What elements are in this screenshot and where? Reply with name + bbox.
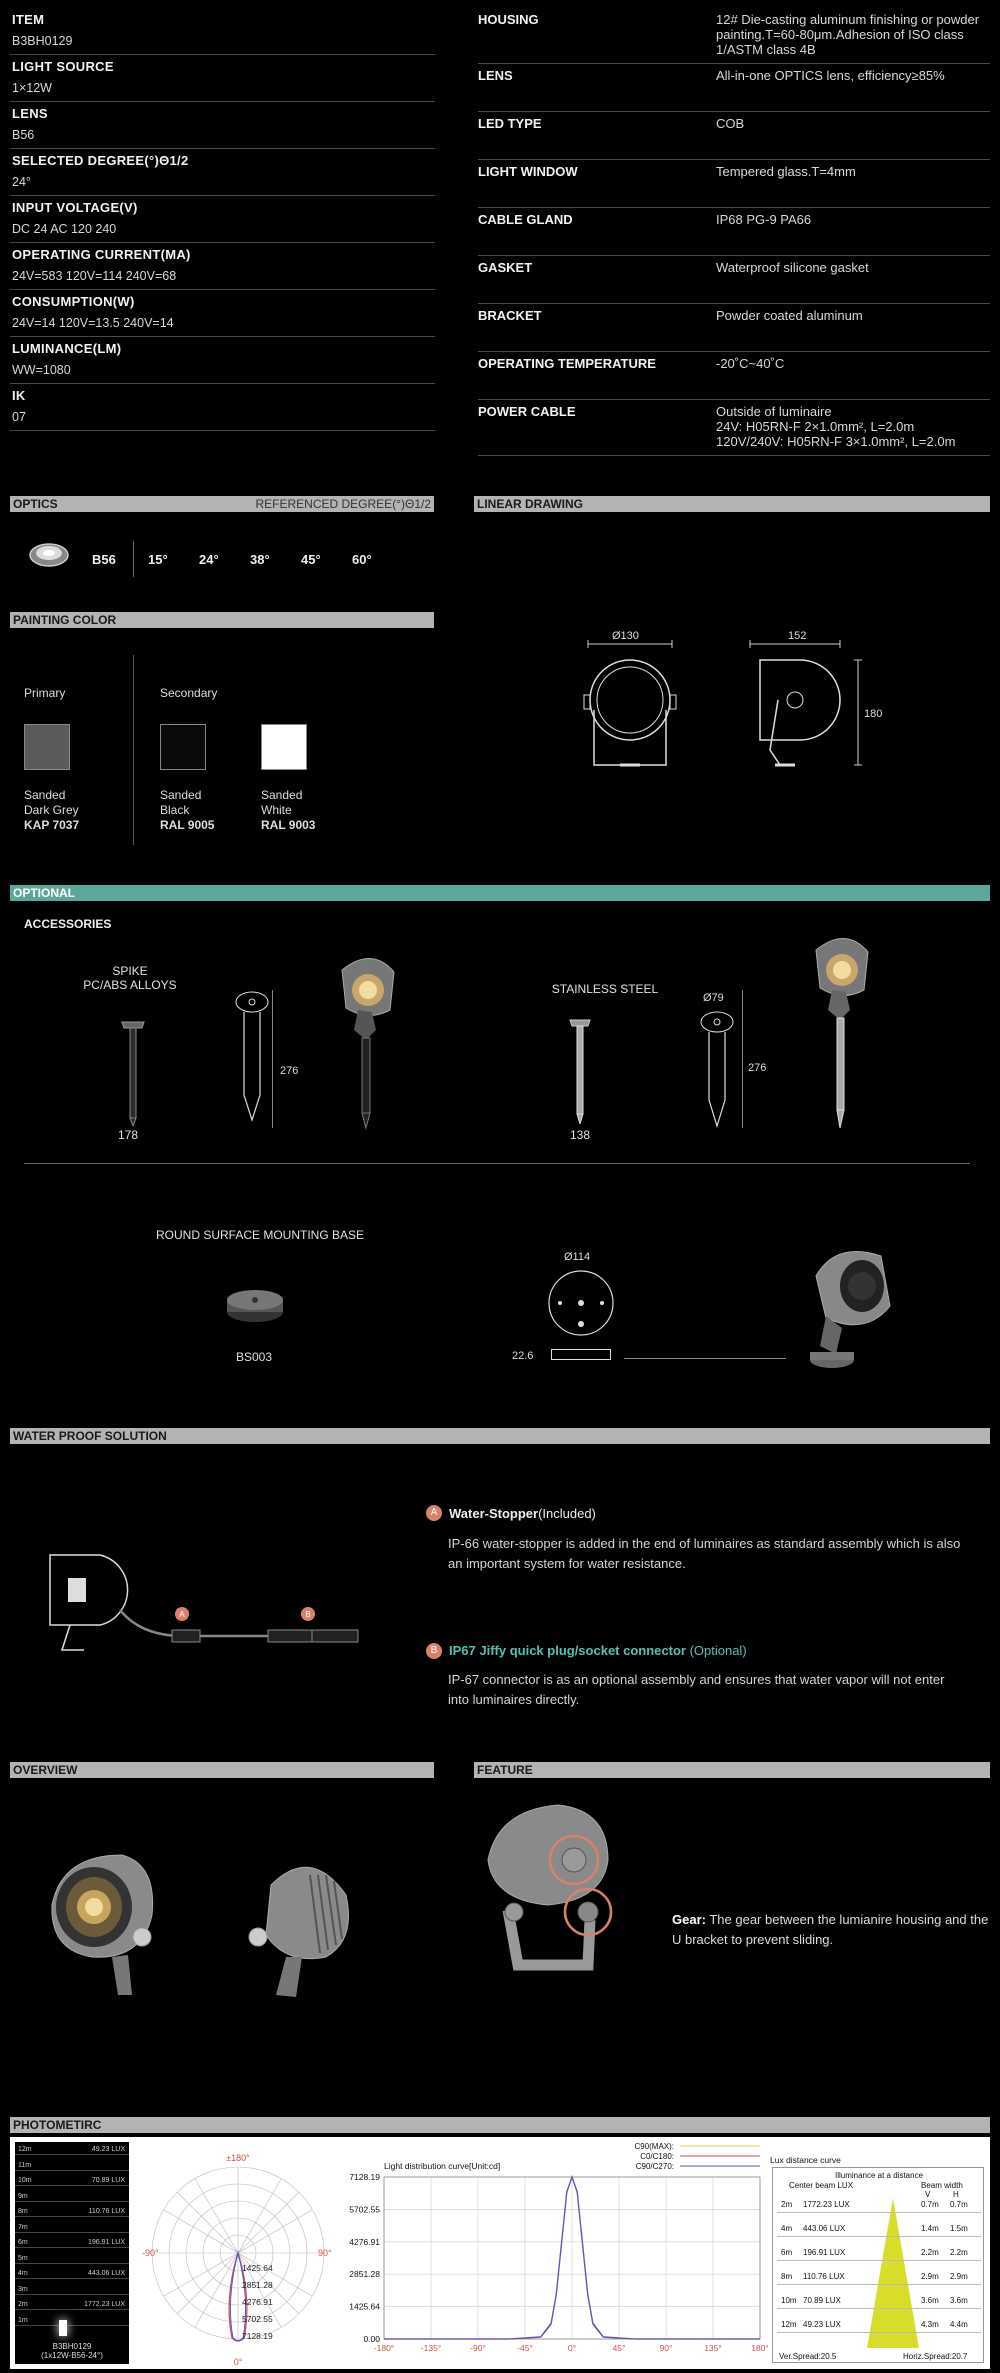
lux-row-line bbox=[15, 2170, 129, 2171]
water-stopper-title: Water-Stopper bbox=[449, 1506, 539, 1521]
table-col1: Center beam LUX bbox=[789, 2181, 854, 2190]
lux-row-distance: 7m bbox=[18, 2223, 28, 2231]
lux-caption-config: (1x12W-B56-24°) bbox=[41, 2351, 103, 2360]
color-label-dark-grey bbox=[24, 788, 79, 833]
chart-x-tick-label: -180° bbox=[373, 2343, 395, 2353]
spike2-label: STAINLESS STEEL bbox=[551, 982, 659, 996]
spec-key: LIGHT SOURCE bbox=[12, 59, 114, 74]
spec-row bbox=[10, 102, 435, 149]
spec-key: SELECTED DEGREE(°)Θ1/2 bbox=[12, 153, 189, 168]
beam-cone-icon bbox=[863, 2198, 923, 2348]
polar-ring-label: 2851.28 bbox=[242, 2280, 273, 2290]
lux-table-line bbox=[777, 2284, 981, 2285]
polar-diagram bbox=[138, 2139, 338, 2367]
spec-row bbox=[10, 196, 435, 243]
spec-row bbox=[478, 400, 990, 456]
lux-row-value: 70.89 LUX bbox=[91, 2177, 125, 2184]
lux-table-cell: 0.7m bbox=[950, 2200, 968, 2209]
spec-value: 24° bbox=[12, 175, 31, 189]
lux-row-distance: 9m bbox=[18, 2192, 28, 2200]
overview-bar bbox=[10, 1762, 434, 1778]
lux-row-distance: 11m bbox=[18, 2161, 32, 2169]
water-stopper-text: IP-66 water-stopper is added in the end of luminaires as standard assembly which is also an important system for water resistance. bbox=[448, 1536, 961, 1571]
swatch-box bbox=[160, 724, 206, 770]
spec-key: OPERATING TEMPERATURE bbox=[478, 356, 656, 371]
lux-table-cell: 4.3m bbox=[921, 2320, 939, 2329]
lux-row-value: 1772.23 LUX bbox=[84, 2301, 125, 2308]
lux-row-line bbox=[15, 2185, 129, 2186]
chart-legend-label: C90(MAX): bbox=[634, 2142, 674, 2151]
polar-ring-label: 7128.19 bbox=[242, 2331, 273, 2341]
lux-beam-icon bbox=[59, 2320, 67, 2336]
spec-value: Waterproof silicone gasket bbox=[716, 260, 869, 275]
lux-table-cell: 3.6m bbox=[950, 2296, 968, 2305]
table-head: Illuminance at a distance bbox=[834, 2171, 924, 2180]
spec-key: HOUSING bbox=[478, 12, 539, 27]
spike-steel-drawing bbox=[697, 1010, 737, 1133]
lux-table-cell: 110.76 LUX bbox=[803, 2272, 845, 2281]
spec-row bbox=[478, 112, 990, 160]
connector-note: (Optional) bbox=[685, 1643, 747, 1658]
spec-value: All-in-one OPTICS lens, efficiency≥85% bbox=[716, 68, 945, 83]
spike1-l1: SPIKE bbox=[112, 964, 148, 978]
lux-table-line bbox=[777, 2260, 981, 2261]
polar-top-label: ±180° bbox=[226, 2153, 250, 2163]
spec-value: B56 bbox=[12, 128, 35, 142]
spec-table-right bbox=[478, 8, 990, 456]
spec-value: Powder coated aluminum bbox=[716, 308, 863, 323]
color-l2: White bbox=[261, 803, 292, 817]
spec-key: POWER CABLE bbox=[478, 404, 576, 419]
spec-value: IP68 PG-9 PA66 bbox=[716, 212, 812, 227]
lux-row-line bbox=[15, 2278, 129, 2279]
swatch-box bbox=[261, 724, 307, 770]
polar-bottom-label: 0° bbox=[233, 2357, 243, 2367]
lens-icon bbox=[28, 540, 70, 575]
lux-row-distance: 5m bbox=[18, 2254, 28, 2262]
spike2-height: 276 bbox=[748, 1062, 767, 1074]
spike2-dim-line bbox=[742, 990, 743, 1128]
lux-table-cell: 1.5m bbox=[950, 2224, 968, 2233]
lux-table-cell: 8m bbox=[781, 2272, 793, 2281]
spec-row bbox=[478, 8, 990, 64]
base-drawing-top bbox=[546, 1268, 616, 1343]
chart-x-tick-label: 135° bbox=[704, 2343, 722, 2353]
painting-primary-label: Primary bbox=[24, 686, 66, 700]
linear-drawing-bar bbox=[474, 496, 990, 512]
optics-degree-option: 15° bbox=[148, 552, 168, 567]
spec-row bbox=[10, 384, 435, 431]
color-code: RAL 9003 bbox=[261, 818, 316, 832]
optics-referenced-degree: REFERENCED DEGREE(°)Θ1/2 bbox=[255, 497, 431, 511]
chart-x-tick-label: -45° bbox=[517, 2343, 533, 2353]
spec-key: CONSUMPTION(W) bbox=[12, 294, 135, 309]
spec-key: INPUT VOLTAGE(V) bbox=[12, 200, 138, 215]
optional-bar bbox=[10, 885, 990, 901]
lux-table-cell: 2.9m bbox=[921, 2272, 939, 2281]
spec-value: B3BH0129 bbox=[12, 34, 73, 48]
lux-table-cell: 1.4m bbox=[921, 2224, 939, 2233]
spec-key: GASKET bbox=[478, 260, 533, 275]
base-height: 22.6 bbox=[512, 1350, 534, 1362]
lux-table-cell: 6m bbox=[781, 2248, 793, 2257]
lux-row-line bbox=[15, 2154, 129, 2155]
lux-row-distance: 12m bbox=[18, 2146, 32, 2153]
spec-key: IK bbox=[12, 388, 26, 403]
ver-spread: Ver.Spread:20.5 bbox=[779, 2352, 837, 2361]
lux-row-line bbox=[15, 2216, 129, 2217]
base-drawing-side bbox=[551, 1349, 611, 1360]
lux-row-line bbox=[15, 2309, 129, 2310]
spec-value: DC 24 AC 120 240 bbox=[12, 222, 117, 236]
lux-row-distance: 1m bbox=[18, 2316, 28, 2324]
lux-row-line bbox=[15, 2201, 129, 2202]
lux-row-line bbox=[15, 2263, 129, 2264]
connector-text: IP-67 connector is as an optional assembly and ensures that water vapor will not enter into luminaires directly. bbox=[448, 1672, 945, 1707]
lux-table-cell: 70.89 LUX bbox=[803, 2296, 841, 2305]
chart-title: Light distribution curve[Unit:cd] bbox=[384, 2161, 501, 2171]
chart-x-tick-label: 45° bbox=[612, 2343, 626, 2353]
spike2-diameter: Ø79 bbox=[703, 992, 724, 1004]
spike-steel-icon bbox=[568, 1016, 592, 1129]
linear-drawing-title: LINEAR DRAWING bbox=[477, 497, 583, 511]
chart-x-tick-label: 90° bbox=[659, 2343, 673, 2353]
spec-row bbox=[10, 8, 435, 55]
color-swatch-black bbox=[160, 724, 206, 770]
spike1-code: 178 bbox=[118, 1128, 139, 1142]
spike2-code: 138 bbox=[570, 1128, 591, 1142]
linear-drawing-front bbox=[580, 640, 680, 780]
optics-divider bbox=[133, 541, 134, 577]
lux-row-distance: 4m bbox=[18, 2270, 28, 2277]
lux-row-value: 196.91 LUX bbox=[88, 2239, 125, 2246]
polar-ring-label: 1425.64 bbox=[242, 2263, 273, 2273]
lux-table-cell: 49.23 LUX bbox=[803, 2320, 841, 2329]
spec-row bbox=[478, 160, 990, 208]
color-swatch-dark-grey bbox=[24, 724, 70, 770]
overview-title: OVERVIEW bbox=[13, 1763, 78, 1777]
color-l2: Dark Grey bbox=[24, 803, 79, 817]
table-col2: Beam width bbox=[921, 2181, 963, 2190]
optics-title: OPTICS bbox=[13, 497, 58, 511]
spike-steel-fixture bbox=[806, 930, 876, 1135]
gear-description bbox=[672, 1910, 990, 1950]
painting-color-title: PAINTING COLOR bbox=[13, 613, 117, 627]
mark-b-badge: B bbox=[426, 1643, 442, 1659]
base-icon bbox=[225, 1288, 285, 1329]
lux-table-cell: 443.06 LUX bbox=[803, 2224, 846, 2233]
feature-title: FEATURE bbox=[477, 1763, 533, 1777]
lux-row-distance: 8m bbox=[18, 2208, 28, 2215]
lux-table-line bbox=[777, 2308, 981, 2309]
optics-degree-option: 45° bbox=[301, 552, 321, 567]
connector-heading bbox=[449, 1643, 747, 1658]
lux-row-line bbox=[15, 2247, 129, 2248]
linear-drawing-side bbox=[740, 640, 870, 780]
spec-row bbox=[478, 304, 990, 352]
spec-value: WW=1080 bbox=[12, 363, 71, 377]
painting-color-bar bbox=[10, 612, 434, 628]
color-code: RAL 9005 bbox=[160, 818, 215, 832]
spec-value: Outside of luminaire 24V: H05RN-F 2×1.0mm², L=2.0m 120V/240V: H05RN-F 3×1.0mm², L=2.0m bbox=[716, 404, 956, 449]
spike-pc-drawing bbox=[232, 990, 272, 1130]
chart-y-tick-label: 5702.55 bbox=[349, 2204, 380, 2215]
spec-row bbox=[478, 64, 990, 112]
spec-row bbox=[478, 256, 990, 304]
table-h: H bbox=[953, 2190, 959, 2199]
spike1-label bbox=[60, 964, 200, 992]
color-label-black bbox=[160, 788, 214, 833]
spec-value: 24V=14 120V=13.5 240V=14 bbox=[12, 316, 174, 330]
water-stopper-note: (Included) bbox=[538, 1506, 596, 1521]
polar-ring-label: 5702.55 bbox=[242, 2314, 273, 2324]
diagram-mark-a: A bbox=[179, 1610, 185, 1619]
feature-gear-image bbox=[478, 1800, 628, 1985]
linear-dim-height: 180 bbox=[864, 708, 883, 720]
lux-table-cell: 0.7m bbox=[921, 2200, 939, 2209]
lux-table-cell: 2.2m bbox=[921, 2248, 939, 2257]
spec-row bbox=[10, 243, 435, 290]
overview-front-image bbox=[32, 1845, 162, 2010]
color-code: KAP 7037 bbox=[24, 818, 80, 832]
spec-key: CABLE GLAND bbox=[478, 212, 573, 227]
spec-key: LED TYPE bbox=[478, 116, 542, 131]
lux-thumbnail bbox=[15, 2142, 129, 2364]
color-l2: Black bbox=[160, 803, 190, 817]
optics-degree-option: 24° bbox=[199, 552, 219, 567]
spec-row bbox=[10, 149, 435, 196]
spec-row bbox=[10, 337, 435, 384]
accessories-divider bbox=[24, 1163, 970, 1164]
spec-key: OPERATING CURRENT(MA) bbox=[12, 247, 191, 262]
waterproof-title: WATER PROOF SOLUTION bbox=[13, 1429, 167, 1443]
spike-pc-fixture bbox=[332, 950, 402, 1135]
optional-title: OPTIONAL bbox=[13, 886, 75, 900]
painting-divider bbox=[133, 655, 134, 845]
optics-degree-option: 60° bbox=[352, 552, 372, 567]
photometric-panel bbox=[10, 2137, 990, 2369]
lux-table-cell: 2m bbox=[781, 2200, 793, 2209]
chart-y-tick-label: 0.00 bbox=[363, 2334, 380, 2344]
lux-row-distance: 10m bbox=[18, 2177, 32, 2184]
waterproof-diagram bbox=[40, 1540, 370, 1665]
gear-label: Gear: bbox=[672, 1912, 706, 1927]
base-leader-line bbox=[624, 1358, 786, 1359]
lux-table-line bbox=[777, 2236, 981, 2237]
diagram-mark-b: B bbox=[305, 1610, 311, 1619]
spike1-dim-line bbox=[272, 990, 273, 1128]
light-distribution-chart bbox=[332, 2139, 772, 2367]
lux-table-cell: 1772.23 LUX bbox=[803, 2200, 850, 2209]
lux-table-cell: 3.6m bbox=[921, 2296, 939, 2305]
lux-row-value: 49.23 LUX bbox=[91, 2146, 125, 2153]
connector-title: IP67 Jiffy quick plug/socket connector bbox=[449, 1643, 686, 1658]
mark-a-badge: A bbox=[426, 1505, 442, 1521]
spec-key: LUMINANCE(LM) bbox=[12, 341, 122, 356]
spec-value: 24V=583 120V=114 240V=68 bbox=[12, 269, 177, 283]
chart-x-tick-label: -135° bbox=[420, 2343, 442, 2353]
polar-ring-label: 4276.91 bbox=[242, 2297, 273, 2307]
spec-row bbox=[10, 290, 435, 337]
spec-row bbox=[478, 352, 990, 400]
color-label-white bbox=[261, 788, 315, 833]
spike-pc-icon bbox=[120, 1016, 146, 1131]
base-fixture bbox=[786, 1236, 906, 1381]
lux-row-line bbox=[15, 2325, 129, 2326]
base-code: BS003 bbox=[236, 1350, 273, 1364]
photometric-title: PHOTOMETIRC bbox=[13, 2118, 102, 2132]
spike1-l2: PC/ABS ALLOYS bbox=[83, 978, 177, 992]
chart-x-tick-label: 180° bbox=[751, 2343, 769, 2353]
swatch-box bbox=[24, 724, 70, 770]
lux-table-line bbox=[777, 2332, 981, 2333]
spec-key: LENS bbox=[478, 68, 513, 83]
spec-value: 12# Die-casting aluminum finishing or powder painting.T=60-80μm.Adhesion of ISO class 1/ASTM class 4B bbox=[716, 12, 980, 57]
lux-table-cell: 2.9m bbox=[950, 2272, 968, 2281]
color-l1: Sanded bbox=[160, 788, 202, 802]
spec-key: ITEM bbox=[12, 12, 45, 27]
optics-lens-label: B56 bbox=[92, 552, 116, 567]
accessories-title: ACCESSORIES bbox=[24, 917, 112, 931]
lux-row-distance: 6m bbox=[18, 2239, 28, 2246]
chart-legend-label: C90/C270: bbox=[635, 2162, 674, 2171]
lux-table-cell: 12m bbox=[781, 2320, 797, 2329]
gear-text: The gear between the lumianire housing and the U bracket to prevent sliding. bbox=[672, 1912, 989, 1947]
linear-dim-depth: 152 bbox=[788, 630, 807, 642]
table-v: V bbox=[925, 2190, 931, 2199]
base-diameter: Ø114 bbox=[564, 1251, 591, 1263]
photometric-bar bbox=[10, 2117, 990, 2133]
lux-row-distance: 3m bbox=[18, 2285, 28, 2293]
lux-table-line bbox=[777, 2212, 981, 2213]
spec-value: 07 bbox=[12, 410, 26, 424]
lux-table-cell: 196.91 LUX bbox=[803, 2248, 846, 2257]
chart-y-tick-label: 7128.19 bbox=[349, 2172, 380, 2182]
chart-x-tick-label: -90° bbox=[470, 2343, 486, 2353]
lux-caption-item: B3BH0129 bbox=[52, 2342, 92, 2351]
painting-secondary-label: Secondary bbox=[160, 686, 218, 700]
lux-distance-table bbox=[772, 2167, 984, 2363]
lux-table-cell: 2.2m bbox=[950, 2248, 968, 2257]
lux-row-line bbox=[15, 2294, 129, 2295]
spec-key: LENS bbox=[12, 106, 48, 121]
color-l1: Sanded bbox=[24, 788, 66, 802]
lux-row-line bbox=[15, 2232, 129, 2233]
linear-dim-diameter: Ø130 bbox=[612, 630, 639, 642]
spike1-height: 276 bbox=[280, 1065, 299, 1077]
lux-table-cell: 10m bbox=[781, 2296, 797, 2305]
spec-value: Tempered glass.T=4mm bbox=[716, 164, 856, 179]
optics-degree-option: 38° bbox=[250, 552, 270, 567]
lux-row-value: 110.76 LUX bbox=[88, 2208, 125, 2215]
optics-degrees bbox=[148, 552, 403, 567]
spec-row bbox=[478, 208, 990, 256]
spec-value: -20˚C~40˚C bbox=[716, 356, 785, 371]
polar-right-label: 90° bbox=[318, 2248, 332, 2258]
spec-table-left bbox=[10, 8, 435, 431]
feature-bar bbox=[474, 1762, 990, 1778]
spec-key: LIGHT WINDOW bbox=[478, 164, 578, 179]
spec-value: COB bbox=[716, 116, 745, 131]
chart-y-tick-label: 1425.64 bbox=[349, 2301, 380, 2312]
spec-row bbox=[10, 55, 435, 102]
hor-spread: Horiz.Spread:20.7 bbox=[903, 2352, 968, 2361]
waterproof-bar bbox=[10, 1428, 990, 1444]
optics-bar bbox=[10, 496, 434, 512]
overview-back-image bbox=[236, 1845, 366, 2010]
chart-legend-label: C0/C180: bbox=[640, 2152, 674, 2161]
lux-row-distance: 2m bbox=[18, 2301, 28, 2308]
lux-row-value: 443.06 LUX bbox=[88, 2270, 125, 2277]
color-l1: Sanded bbox=[261, 788, 303, 802]
spec-key: BRACKET bbox=[478, 308, 542, 323]
base-title: ROUND SURFACE MOUNTING BASE bbox=[155, 1228, 365, 1242]
chart-y-tick-label: 2851.28 bbox=[349, 2269, 380, 2280]
chart-x-tick-label: 0° bbox=[567, 2343, 577, 2353]
water-stopper-heading bbox=[449, 1506, 596, 1521]
lux-table-cell: 4.4m bbox=[950, 2320, 968, 2329]
lux-distance-curve-title: Lux distance curve bbox=[770, 2155, 841, 2165]
spec-value: 1×12W bbox=[12, 81, 52, 95]
lux-table-cell: 4m bbox=[781, 2224, 793, 2233]
color-swatch-white bbox=[261, 724, 307, 770]
chart-y-tick-label: 4276.91 bbox=[349, 2236, 380, 2247]
polar-left-label: -90° bbox=[142, 2248, 159, 2258]
lux-caption bbox=[15, 2342, 129, 2360]
